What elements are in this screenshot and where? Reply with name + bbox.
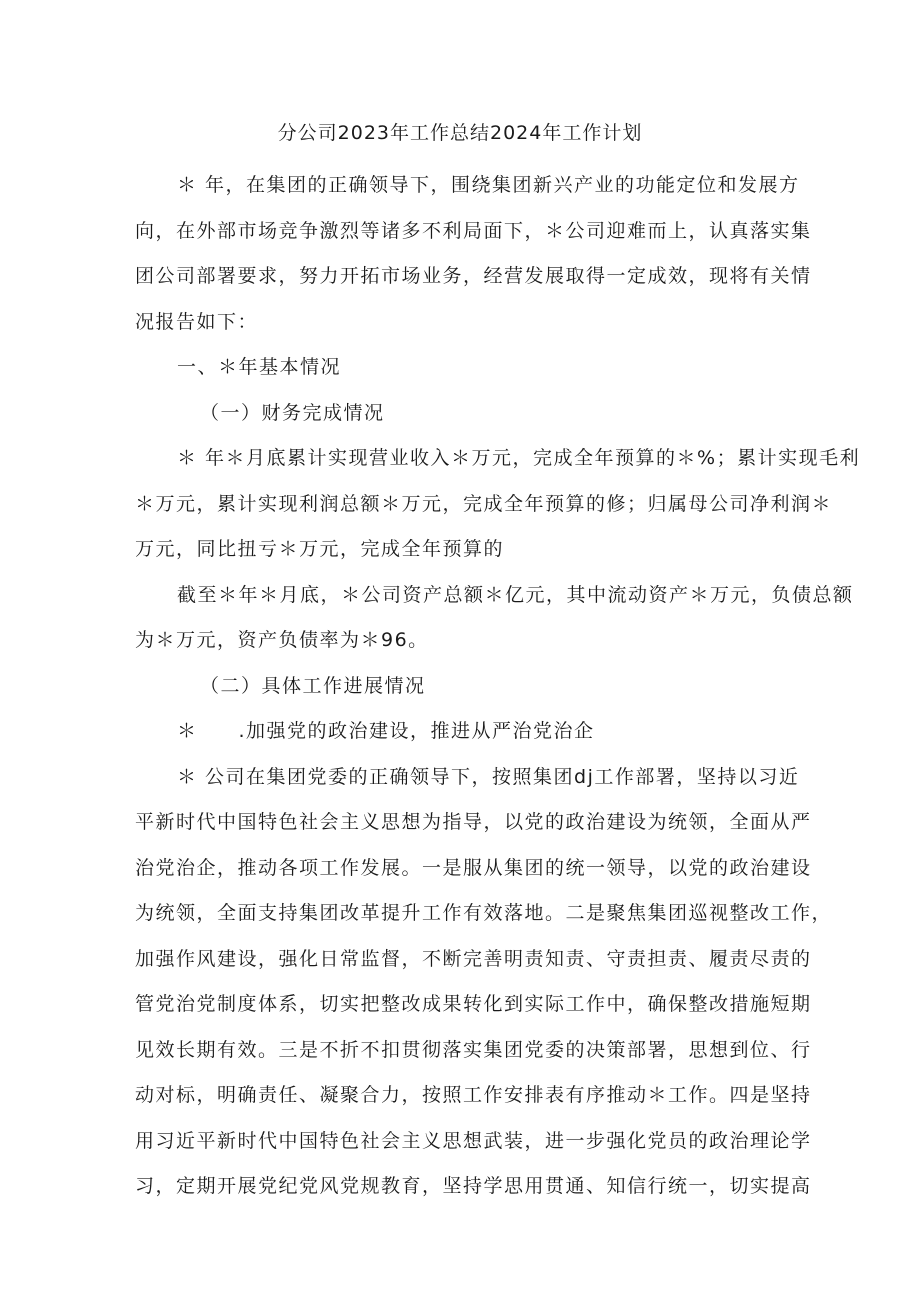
paragraph-line: 团公司部署要求，努力开拓市场业务，经营发展取得一定成效，现将有关情 xyxy=(135,265,812,287)
paragraph-line: 为统领，全面支持集团改革提升工作有效落地。二是聚焦集团巡视整改工作， xyxy=(135,902,833,924)
subsection-heading: （一）财务完成情况 xyxy=(200,401,385,424)
paragraph-line: ＊万元，累计实现利润总额＊万元，完成全年预算的修；归属母公司净利润＊ xyxy=(135,492,833,515)
item-heading: ＊ .加强党的政治建设，推进从严治党治企 xyxy=(177,720,595,742)
paragraph-line: 为＊万元，资产负债率为＊96。 xyxy=(135,629,429,651)
paragraph-line: 况报告如下： xyxy=(135,310,259,333)
paragraph-line: 截至＊年＊月底，＊公司资产总额＊亿元，其中流动资产＊万元，负债总额 xyxy=(177,583,854,606)
paragraph-line: ＊ 公司在集团党委的正确领导下，按照集团dj工作部署，坚持以习近 xyxy=(177,765,800,788)
paragraph-line: 万元，同比扭亏＊万元，完成全年预算的 xyxy=(135,538,505,560)
paragraph-line: 平新时代中国特色社会主义思想为指导，以党的政治建设为统领，全面从严 xyxy=(135,811,812,833)
paragraph-line: 管党治党制度体系，切实把整改成果转化到实际工作中，确保整改措施短期 xyxy=(135,993,812,1015)
paragraph-line: 治党治企，推动各项工作发展。一是服从集团的统一领导，以党的政治建设 xyxy=(135,856,812,879)
paragraph-line: 习，定期开展党纪党风党规教育，坚持学思用贯通、知信行统一，切实提高 xyxy=(135,1175,812,1197)
paragraph-line: 向，在外部市场竞争激烈等诸多不利局面下，＊公司迎难而上，认真落实集 xyxy=(135,219,812,242)
paragraph-line: 动对标，明确责任、凝聚合力，按照工作安排表有序推动＊工作。四是坚持 xyxy=(135,1084,812,1106)
paragraph-line: 用习近平新时代中国特色社会主义思想武装，进一步强化党员的政治理论学 xyxy=(135,1129,812,1152)
section-heading: 一、＊年基本情况 xyxy=(177,356,342,378)
paragraph-line: ＊ 年＊月底累计实现营业收入＊万元，完成全年预算的＊%；累计实现毛利 xyxy=(177,447,861,469)
paragraph-line: 见效长期有效。三是不折不扣贯彻落实集团党委的决策部署，思想到位、行 xyxy=(135,1038,812,1061)
document-title: 分公司2023年工作总结2024年工作计划 xyxy=(277,122,643,144)
document-body xyxy=(135,163,861,1210)
paragraph-line: 加强作风建设，强化日常监督，不断完善明责知责、守责担责、履责尽责的 xyxy=(135,947,812,970)
subsection-heading: （二）具体工作进展情况 xyxy=(200,674,426,697)
paragraph-line: ＊ 年，在集团的正确领导下，围绕集团新兴产业的功能定位和发展方 xyxy=(177,174,800,196)
